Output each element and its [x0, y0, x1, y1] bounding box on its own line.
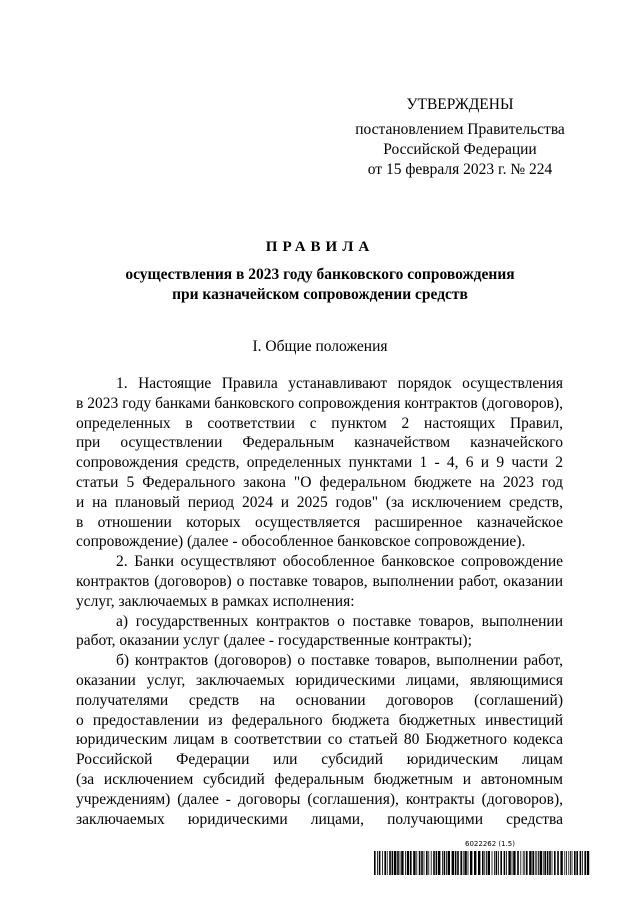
- paragraph-2-line: контрактов (договоров) о поставке товаров, выполнении работ, оказании: [76, 572, 563, 590]
- paragraph-2-line: 2. Банки осуществляют обособленное банковское сопровождение: [116, 553, 563, 571]
- document-subtitle: [0, 265, 640, 305]
- item-b-line: получателями средств на основании договоров (соглашений): [76, 691, 563, 709]
- item-a-line: а) государственных контрактов о поставке товаров, выполнении: [116, 612, 563, 630]
- paragraph-2-line: услуг, заключаемых в рамках исполнения:: [76, 592, 355, 610]
- paragraph-1-line: при осуществлении Федеральным казначейством казначейского: [76, 434, 563, 452]
- approval-stamp: [330, 95, 590, 180]
- paragraph-1-line: в 2023 году банками банковского сопровождения контрактов (договоров),: [76, 394, 563, 412]
- paragraph-1-line: в отношении которых осуществляется расширенное казначейское: [76, 513, 563, 531]
- paragraph-1-line: определенных в соответствии с пунктом 2 настоящих Правил,: [76, 414, 563, 432]
- approval-line-3: Российской Федерации: [383, 141, 537, 158]
- paragraph-1-line: и на плановый период 2024 и 2025 годов" (за исключением средств,: [76, 493, 563, 511]
- item-b-line: учреждениям) (далее - договоры (соглашения), контракты (договоров),: [76, 790, 563, 808]
- paragraph-1-line: 1. Настоящие Правила устанавливают порядок осуществления: [116, 375, 563, 392]
- document-title: ПРАВИЛА: [265, 239, 375, 255]
- subtitle-line-1: осуществления в 2023 году банковского сопровождения: [125, 266, 515, 283]
- section-heading: I. Общие положения: [252, 338, 388, 355]
- approval-line-4: от 15 февраля 2023 г. № 224: [367, 161, 553, 178]
- item-a-line: работ, оказании услуг (далее - государственные контракты);: [76, 632, 472, 650]
- item-b-line: (за исключением субсидий федеральным бюджетным и автономным: [76, 770, 563, 788]
- paragraph-1-line: сопровождения средств, определенных пунктами 1 - 4, 6 и 9 части 2: [76, 454, 563, 472]
- subtitle-line-2: при казначейском сопровождении средств: [172, 286, 468, 303]
- approval-title: УТВЕРЖДЕНЫ: [406, 96, 514, 113]
- barcode-number: 6022262 (1.5): [465, 840, 515, 848]
- item-b-line: о предоставлении из федерального бюджета бюджетных инвестиций: [76, 711, 563, 729]
- item-b-line: Российской Федерации или субсидий юридическим лицам: [76, 751, 563, 769]
- approval-line-2: постановлением Правительства: [355, 121, 565, 138]
- item-b-line: оказании услуг, заключаемых юридическими лицами, являющимися: [76, 671, 563, 689]
- paragraph-1-line: статьи 5 Федерального закона "О федеральном бюджете на 2023 год: [76, 473, 563, 491]
- document-body: [76, 374, 563, 829]
- barcode: [374, 851, 590, 875]
- paragraph-1-line: сопровождение) (далее - обособленное банковское сопровождение).: [76, 533, 526, 551]
- item-b-line: заключаемых юридическими лицами, получающими средства: [76, 810, 563, 828]
- item-b-line: б) контрактов (договоров) о поставке товаров, выполнении работ,: [116, 652, 563, 670]
- item-b-line: юридическим лицам в соответствии со статьей 80 Бюджетного кодекса: [76, 731, 563, 749]
